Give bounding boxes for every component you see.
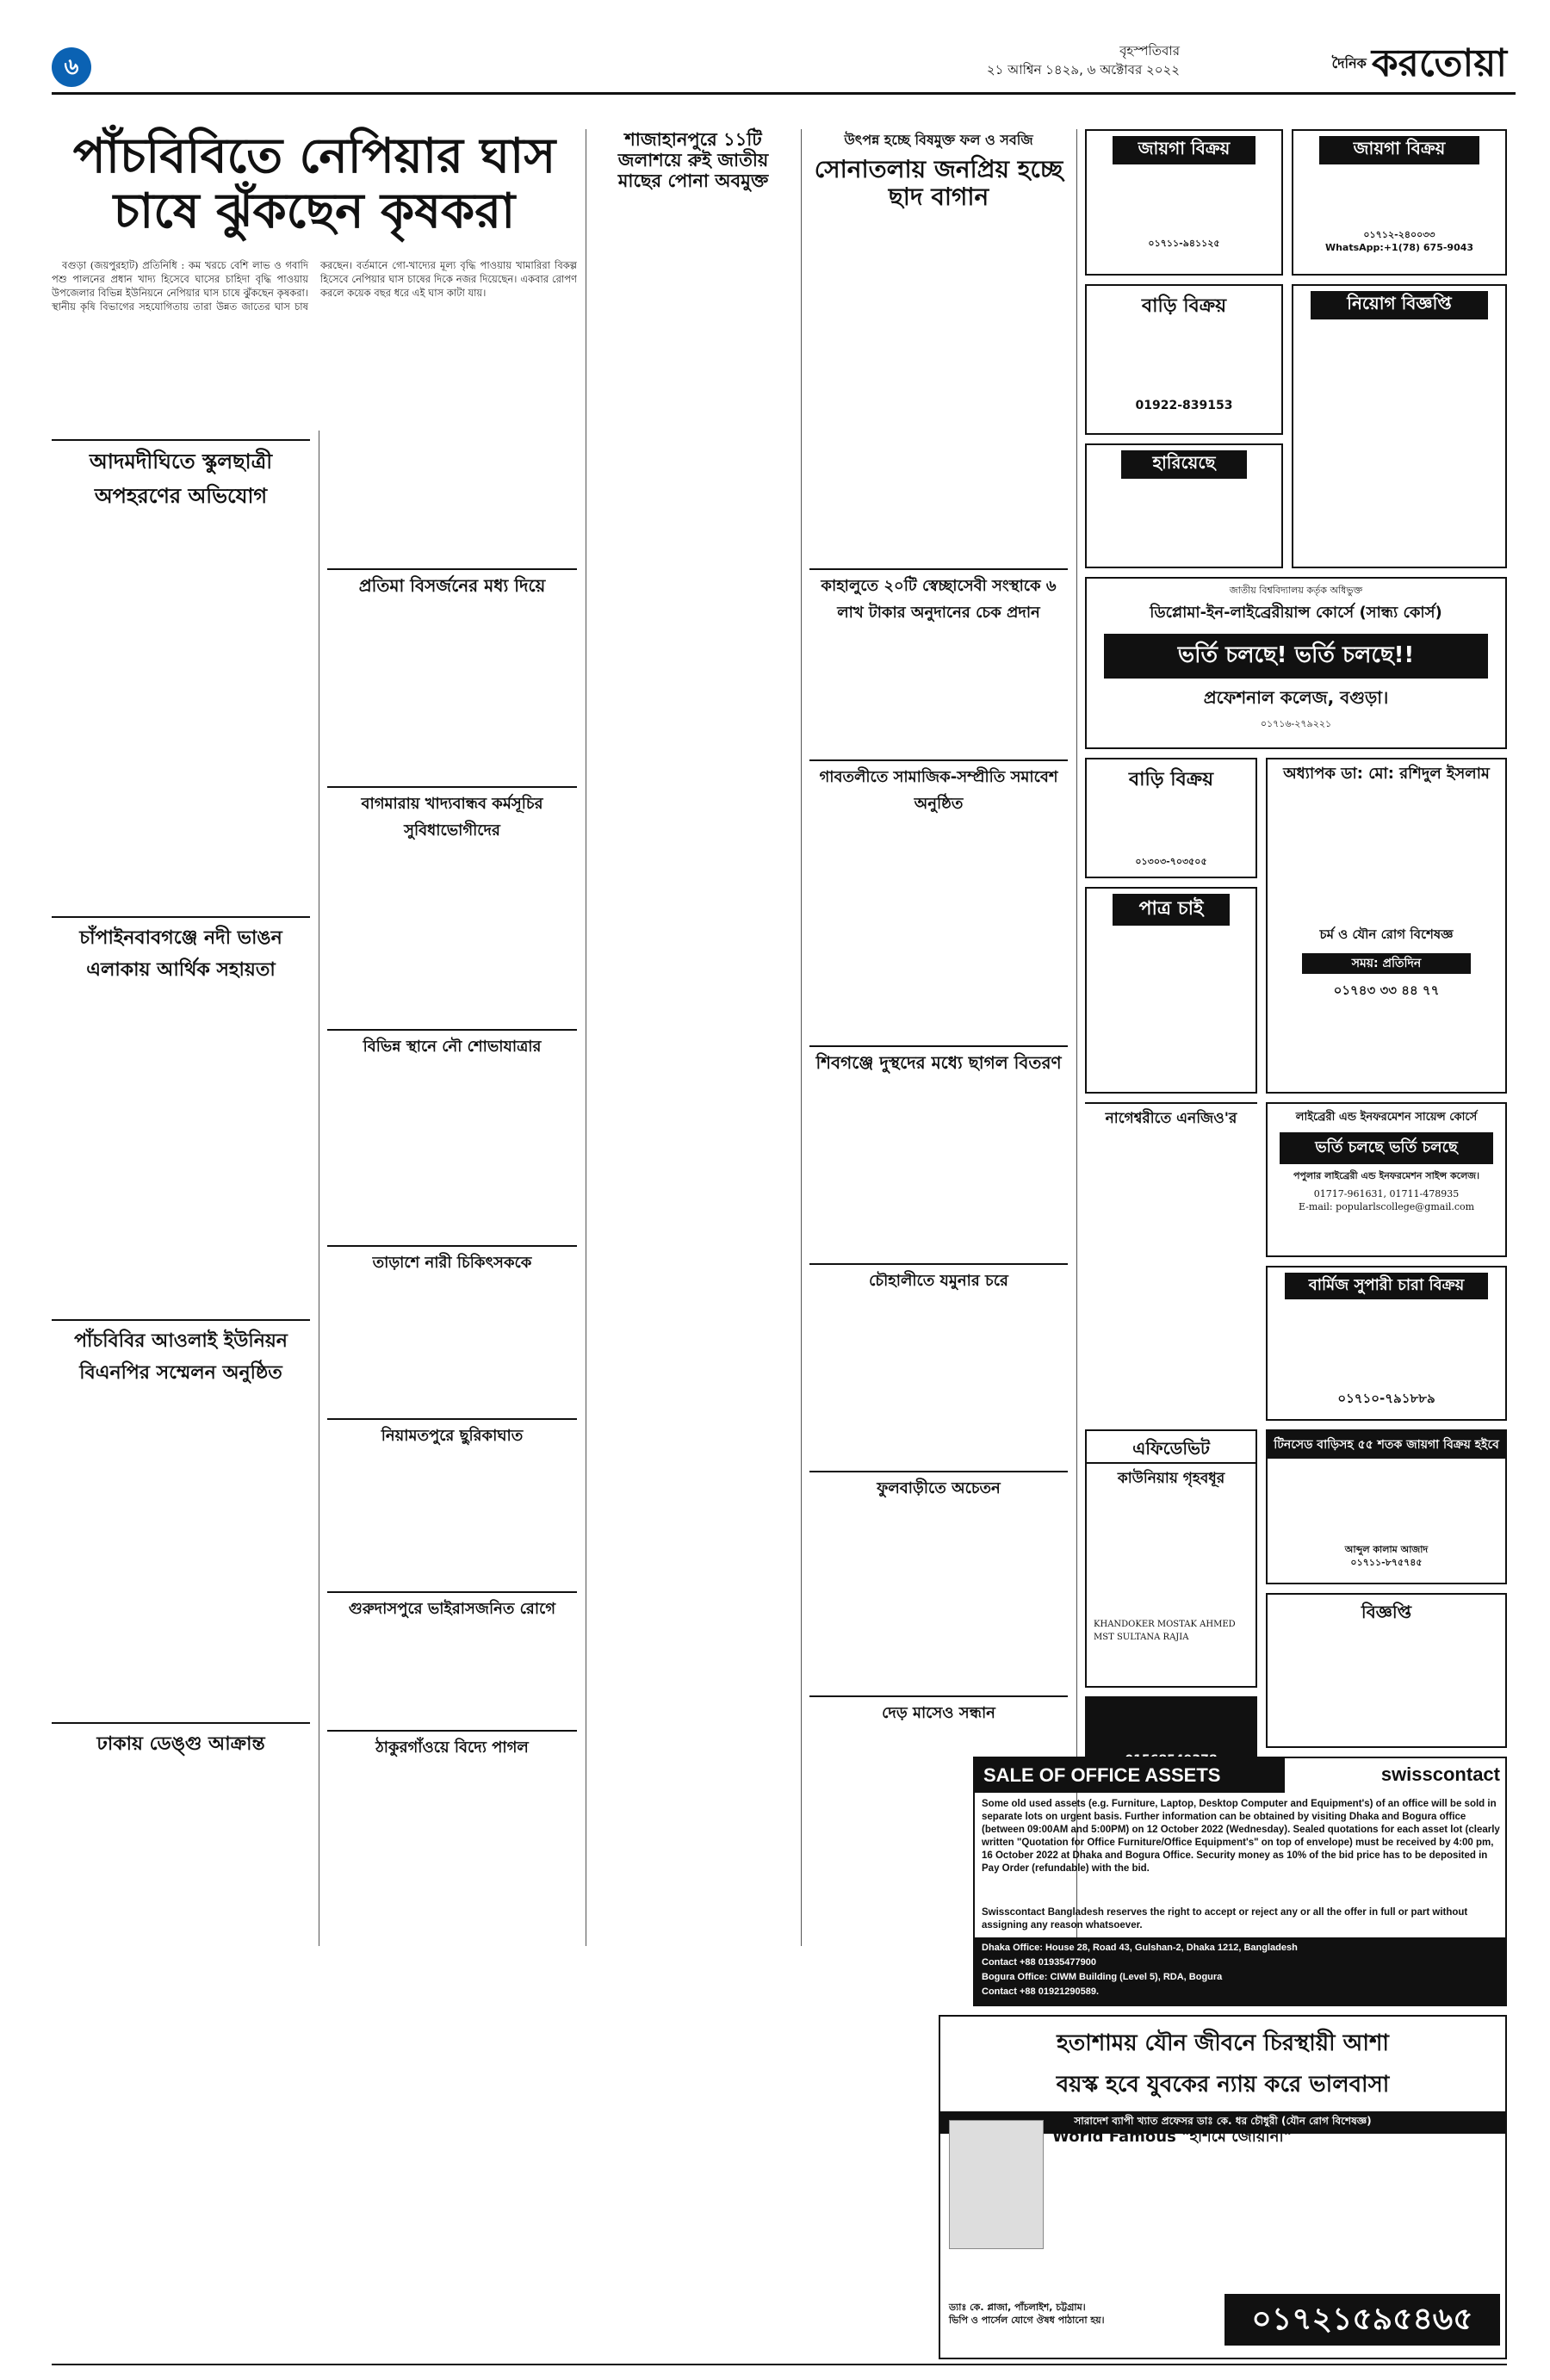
col3-body-2 (809, 821, 1068, 1045)
ad-notice[interactable] (1266, 1593, 1507, 1748)
col2-headline-3[interactable]: বিভিন্ন স্থানে নৌ শোভাযাত্রার (327, 1029, 577, 1061)
col2-headline-5[interactable]: নিয়ামতপুরে ছুরিকাঘাত (327, 1418, 577, 1450)
ad-line1: লাইব্রেরী এন্ড ইনফরমেশন সায়েন্স কোর্সে (1295, 1111, 1478, 1124)
ad-house-sale-1[interactable] (1085, 284, 1283, 435)
newspaper-logo[interactable] (1231, 36, 1507, 91)
col2-headline-6[interactable]: গুরুদাসপুরে ভাইরাসজনিত রোগে (327, 1591, 577, 1623)
col3-body-1 (809, 630, 1068, 759)
health-address: ড্যাঃ কে. প্লাজা, পাঁচলাইশ, চট্টগ্রাম। (949, 2302, 1086, 2313)
ad-body (1087, 323, 1281, 399)
shajahanpur-headline[interactable]: শাজাহানপুরে ১১টি জলাশয়ে রুই জাতীয় মাছের পোনা অবমুক্ত (617, 129, 769, 192)
page-bottom-rule (52, 2364, 1507, 2365)
column-divider (1076, 129, 1077, 1946)
logo-small: দৈনিক (1331, 55, 1367, 71)
ad-body (1293, 325, 1505, 573)
ad-title: জায়গা বিক্রয় (1319, 136, 1479, 164)
doctor-name: অধ্যাপক ডা: মো: রশিদুল ইসলাম (1283, 765, 1490, 783)
ad-title: জায়গা বিক্রয় (1113, 136, 1256, 164)
swisscontact-logo: swisscontact (1380, 1763, 1500, 1785)
ad-body (1090, 1701, 1252, 1753)
ad-title: নিয়োগ বিজ্ঞপ্তি (1311, 291, 1488, 319)
ad-phone: ০১৭১১-৮৭৫৭৪৫ (1350, 1557, 1423, 1568)
health-delivery: ভিপি ও পার্সেল যোগে ঔষধ পাঠানো হয়। (949, 2315, 1105, 2326)
ad-diploma-course[interactable] (1085, 577, 1507, 749)
col1-headline-1[interactable]: আদমদীঘিতে স্কুলছাত্রী অপহরণের অভিযোগ (52, 439, 310, 515)
ad-body (1087, 931, 1256, 1093)
ad-title: টিনসেড বাড়িসহ ৫৫ শতক জায়গা বিক্রয় হইবে (1268, 1431, 1505, 1459)
col2-body-3 (327, 1064, 577, 1245)
col2-body-4 (327, 1280, 577, 1418)
ad-phone: ০১৭১৬-২৭৯২২১ (1260, 718, 1332, 729)
column-2 (327, 439, 577, 1946)
ad-line2: ডিপ্লোমা-ইন-লাইব্রেরীয়ান্স কোর্সে (সান্ধ্য কোর্স) (1150, 604, 1442, 622)
col3-body-3 (809, 1082, 1068, 1263)
health-phone: ০১৭২১৫৯৫৪৬৫ (1224, 2294, 1500, 2346)
health-headline-1: হতাশাময় যৌন জীবনে চিরস্থায়ী আশা (1057, 2030, 1389, 2056)
ad-title: হারিয়েছে (1121, 450, 1247, 479)
ad-body (1293, 170, 1505, 228)
col1-body-2 (52, 992, 310, 1319)
ad-title: বাড়ি বিক্রয় (1128, 769, 1214, 790)
column-1 (52, 439, 310, 1946)
ad-land-sale-1[interactable] (1085, 129, 1283, 276)
ad-name1: KHANDOKER MOSTAK AHMED (1094, 1620, 1236, 1629)
day-label: বৃহস্পতিবার (1119, 43, 1180, 59)
ad-contact: আব্দুল কালাম আজাদ (1344, 1544, 1429, 1555)
health-address-block (949, 2301, 1207, 2327)
ad-betel-seedlings[interactable] (1266, 1266, 1507, 1421)
col3b-headline-2[interactable]: কাউনিয়ায় গৃহবধূর (1085, 1462, 1257, 1491)
rooftop-kicker: উৎপন্ন হচ্ছে বিষমুক্ত ফল ও সবজি (844, 132, 1033, 148)
ad-body (1087, 796, 1256, 855)
ad-bride-wanted[interactable] (1085, 887, 1257, 1094)
date-line (896, 41, 1180, 79)
rooftop-headline[interactable]: সোনাতলায় জনপ্রিয় হচ্ছে ছাদ বাগান (814, 155, 1063, 212)
ad-phone: ০১৭১২-২৪০০৩৩ (1363, 229, 1435, 240)
ad-body (1087, 170, 1281, 237)
col3-headline-6[interactable]: দেড় মাসেও সন্ধান (809, 1695, 1068, 1727)
ad-phone: 01717-961631, 01711-478935 (1313, 1188, 1460, 1199)
col1-headline-2[interactable]: চাঁপাইনবাবগঞ্জে নদী ভাঙন এলাকায় আর্থিক সহায়তা (52, 916, 310, 987)
col2-body-2 (327, 848, 577, 1029)
main-headline-line1: পাঁচবিবিতে নেপিয়ার ঘাস (72, 128, 556, 184)
bogura-office: Bogura Office: CIWM Building (Level 5), RDA, Bogura (982, 1972, 1223, 1982)
ad-body (1087, 484, 1281, 568)
col2-body-5 (327, 1453, 577, 1591)
ad-body (1268, 1459, 1505, 1543)
health-product: World Famous "হাশমে জোয়ানী" (1052, 2128, 1293, 2146)
col3-headline-2[interactable]: গাবতলীতে সামাজিক-সম্প্রীতি সমাবেশ অনুষ্ঠিত (809, 759, 1068, 818)
main-headline-line2: চাষে ঝুঁকছেন কৃষকরা (113, 183, 516, 240)
col2-body-6 (327, 1627, 577, 1730)
col2-body-1 (327, 605, 577, 786)
date-label: ২১ আশ্বিন ১৪২৯, ৬ অক্টোবর ২০২২ (986, 62, 1180, 77)
ad-phone: ০১৭১০-৭৯১৮৮৯ (1337, 1391, 1435, 1406)
ad-title: বাড়ি বিক্রয় (1141, 295, 1227, 317)
ad-whatsapp: WhatsApp:+1(78) 675-9043 (1324, 242, 1474, 253)
dhaka-contact: Contact +88 01935477900 (982, 1957, 1097, 1968)
col2-headline-7[interactable]: ঠাকুরগাঁওয়ে বিদ্যে পাগল (327, 1730, 577, 1762)
ad-phone: 01922-839153 (1135, 399, 1233, 412)
ad-affidavit[interactable] (1085, 1429, 1257, 1688)
ad-title: এফিডেভিট (1132, 1438, 1210, 1459)
ad-cta: ভর্তি চলছে! ভর্তি চলছে!! (1104, 634, 1488, 679)
ad-library-course[interactable] (1266, 1102, 1507, 1257)
health-strip: সারাদেশ ব্যাপী খ্যাত প্রফেসর ডাঃ কে. ধর চৌধুরী (যৌন রোগ বিশেষজ্ঞ) (940, 2111, 1505, 2134)
dhaka-office: Dhaka Office: House 28, Road 43, Gulshan-2, Dhaka 1212, Bangladesh (982, 1943, 1298, 1953)
page-number-badge: ৬ (52, 47, 91, 87)
rooftop-body (809, 224, 1068, 568)
col1-body-1 (52, 520, 310, 916)
col2-body-7 (327, 1765, 577, 1860)
sale-note: Swisscontact Bangladesh reserves the right to accept or reject any or all the offer in full or part without assigning any reason whatsoever. (982, 1907, 1468, 1931)
col3-headline-5[interactable]: ফুলবাড়ীতে অচেতন (809, 1471, 1068, 1503)
doctor-photo (949, 2120, 1044, 2249)
bogura-contact: Contact +88 01921290589. (982, 1986, 1100, 1997)
ad-recruitment[interactable] (1292, 284, 1507, 568)
ad-sale-office-assets[interactable] (973, 1757, 1507, 2006)
ad-doctor[interactable] (1266, 758, 1507, 1094)
ad-line1: জাতীয় বিশ্ববিদ্যালয় কর্তৃক অধিভুক্ত (1229, 585, 1363, 596)
main-story-body: বগুড়া (জয়পুরহাট) প্রতিনিধি : কম খরচে বেশি লাভ ও গবাদি পশু পালনের প্রধান খাদ্য হিসেবে ঘাসের চাহিদা বৃদ্ধি পাওয়ায় উপজেলার বিভিন্ন ইউনিয়নে নেপিয়ার ঘাস চাষে ঝুঁকছেন কৃষকরা। স্থানীয় কৃষি বিভাগের সহযোগিতায় তারা উন্নত জাতের ঘাস চাষ করছেন। বর্তমানে গো-খাদ্যের মূল্য বৃদ্ধি পাওয়ায় খামারিরা বিকল্প হিসেবে নেপিয়ার ঘাস চাষের দিকে নজর দিয়েছেন। একবার রোপণ করলে কয়েক বছর ধরে এই ঘাস কাটা যায়। (52, 259, 577, 313)
column-divider (801, 129, 802, 1946)
sale-offices (975, 1937, 1505, 2005)
col3-headline-3[interactable]: শিবগঞ্জে দুস্থদের মধ্যে ছাগল বিতরণ (809, 1045, 1068, 1079)
sale-title: SALE OF OFFICE ASSETS (975, 1758, 1285, 1793)
col2-body-0 (327, 439, 577, 568)
ad-cta: ভর্তি চলছে ভর্তি চলছে (1280, 1132, 1493, 1164)
col2-headline-4[interactable]: তাড়াশে নারী চিকিৎসককে (327, 1245, 577, 1277)
col3-body-4 (809, 1298, 1068, 1471)
doctor-details (1268, 789, 1505, 925)
main-headline[interactable] (52, 129, 577, 240)
ad-college: প্রফেশনাল কলেজ, বগুড়া। (1203, 687, 1389, 708)
ad-phone: ০১৭১১-৯৪১১২৫ (1148, 238, 1220, 249)
ad-college: পপুলার লাইব্রেরী এন্ড ইনফরমেশন সাইন্স কলেজ। (1293, 1170, 1480, 1181)
ad-email: E-mail: popularlscollege@gmail.com (1298, 1201, 1475, 1212)
rooftop-garden-story (809, 129, 1068, 211)
logo-name: করতোয়া (1371, 41, 1507, 85)
doctor-schedule: সময়: প্রতিদিন (1302, 953, 1471, 974)
col3-headline-1[interactable]: কাহালুতে ২০টি স্বেচ্ছাসেবী সংস্থাকে ৬ লাখ টাকার অনুদানের চেক প্রদান (809, 568, 1068, 627)
column-3 (809, 568, 1068, 1946)
health-headline-2: বয়স্ক হবে যুবকের ন্যায় করে ভালবাসা (1056, 2072, 1390, 2098)
health-body (1052, 2150, 1500, 2245)
col2-headline-1[interactable]: প্রতিমা বিসর্জনের মধ্য দিয়ে (327, 568, 577, 602)
col2-headline-2[interactable]: বাগমারায় খাদ্যবান্ধব কর্মসূচির সুবিধাভোগীদের (327, 786, 577, 845)
ad-tinshed-land[interactable] (1266, 1429, 1507, 1584)
ad-body (1087, 1465, 1256, 1618)
col3b-headline-1[interactable]: নাগেশ্বরীতে এনজিও'র (1085, 1102, 1257, 1131)
ad-title: বার্মিজ সুপারী চারা বিক্রয় (1285, 1273, 1488, 1299)
ad-title: পাত্র চাই (1113, 894, 1230, 926)
ad-body (1268, 1628, 1505, 1739)
ad-phone: ০১৩০৩-৭০৩৫০৫ (1135, 856, 1207, 867)
doctor-specialty: চর্ম ও যৌন রোগ বিশেষজ্ঞ (1319, 927, 1454, 942)
ad-health[interactable] (939, 2015, 1507, 2359)
doctor-phone: ০১৭৪৩ ৩৩ ৪৪ ৭৭ (1333, 982, 1440, 998)
ad-house-sale-2[interactable] (1085, 758, 1257, 878)
ad-title: বিজ্ঞপ্তি (1361, 1602, 1412, 1622)
ad-name2: MST SULTANA RAJIA (1094, 1633, 1189, 1642)
col3b-body-1 (1085, 1135, 1257, 1462)
shajahanpur-body (594, 258, 792, 637)
ad-lost[interactable] (1085, 443, 1283, 568)
sale-body: Some old used assets (e.g. Furniture, Laptop, Desktop Computer and Equipment's) of an office will be sold in separate lots on urgent basis. Further information can be obtained by visiting Dhaka and Bogura office (between 09:00AM and 5:00PM) on 12 October 2022 (Wednesday). Sealed quotations for each asset lot (clearly written "Quotation for Office Furniture/Office Equipment's" on top of envelope) must be received by 4:00 pm, 16 October 2022 at Dhaka and Bogura Office. Security money as 10% of the bid price has to be deposited in Pay Order (refundable) with the bid. (982, 1799, 1500, 1874)
col1-headline-4[interactable]: ঢাকায় ডেঙ্গু আক্রান্ত (52, 1722, 310, 1761)
ad-body (1268, 1305, 1505, 1389)
col1-headline-3[interactable]: পাঁচবিবির আওলাই ইউনিয়ন বিএনপির সম্মেলন অনুষ্ঠিত (52, 1319, 310, 1390)
col1-body-3 (52, 1395, 310, 1722)
col3-headline-4[interactable]: চৌহালীতে যমুনার চরে (809, 1263, 1068, 1295)
ad-land-sale-2[interactable] (1292, 129, 1507, 276)
col1-body-4 (52, 1766, 310, 1990)
col3-body-5 (809, 1506, 1068, 1695)
